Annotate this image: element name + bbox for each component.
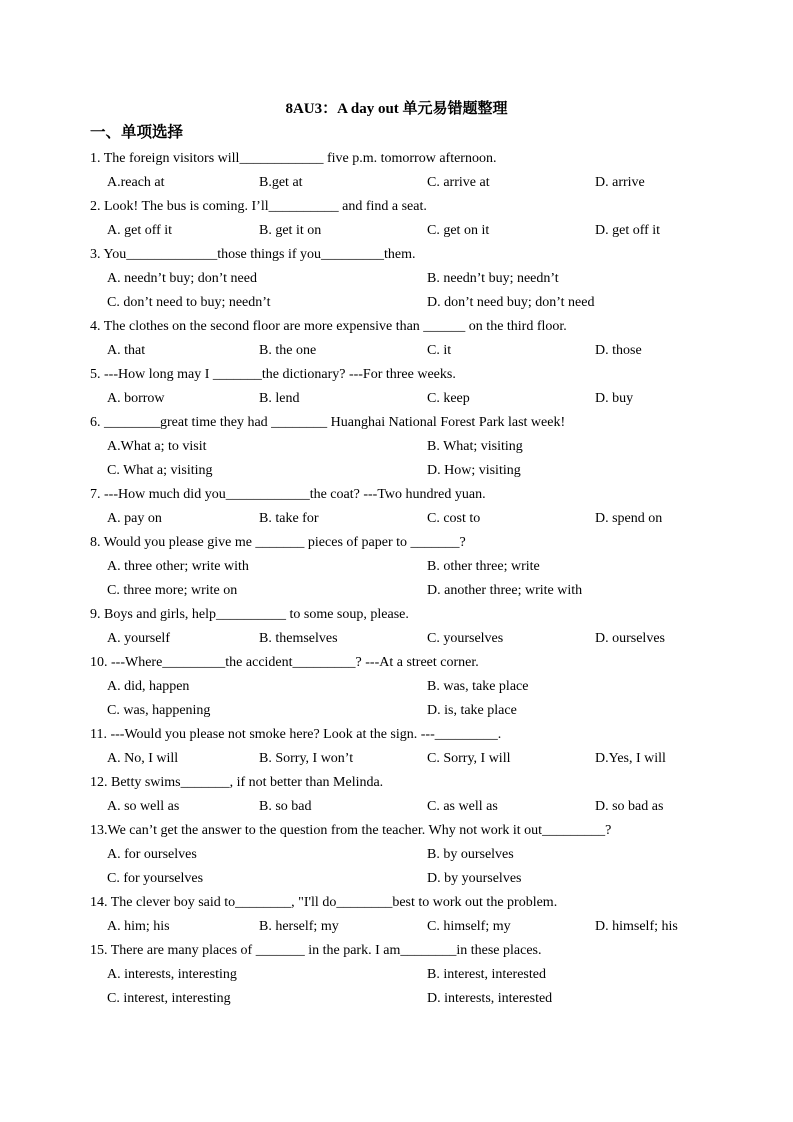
option-c: C. don’t need to buy; needn’t [107,295,271,310]
question-9-stem: 9. Boys and girls, help__________ to some soup, please. [90,607,409,622]
question-12-stem: 12. Betty swims_______, if not better than Melinda. [90,775,384,790]
option-b: B. Sorry, I won’t [259,751,354,766]
option-d: D. don’t need buy; don’t need [427,295,595,310]
question-4-options [0,339,793,363]
option-a: A. yourself [107,631,170,646]
option-a: A.reach at [107,175,165,190]
question-10-stem: 10. ---Where_________the accident_________? ---At a street corner. [90,655,479,670]
option-a: A. borrow [107,391,165,406]
option-b: B.get at [259,175,303,190]
option-c: C. cost to [427,511,481,526]
option-c: C. interest, interesting [107,991,231,1006]
question-10-options-row1 [0,675,793,699]
option-b: B. was, take place [427,679,529,694]
section-heading: 一、单项选择 [90,124,184,141]
option-a: A. three other; write with [107,559,249,574]
option-a: A. so well as [107,799,180,814]
question-15-stem: 15. There are many places of _______ in the park. I am________in these places. [90,943,542,958]
option-c: C. himself; my [427,919,511,934]
option-c: C. for yourselves [107,871,204,886]
question-6-stem: 6. ________great time they had ________ Huanghai National Forest Park last week! [90,415,566,430]
option-d: D. so bad as [595,799,664,814]
question-3-options-row2 [0,291,793,315]
option-d: D. buy [595,391,634,406]
question-3-stem: 3. You_____________those things if you_________them. [90,247,416,262]
option-a: A. get off it [107,223,173,238]
question-11-stem: 11. ---Would you please not smoke here? Look at the sign. ---_________. [90,727,502,742]
question-13-options-row2 [0,867,793,891]
option-a: A. him; his [107,919,170,934]
option-c: C. What a; visiting [107,463,213,478]
option-c: C. Sorry, I will [427,751,511,766]
question-5-options [0,387,793,411]
option-b: B. themselves [259,631,338,646]
question-3-options-row1 [0,267,793,291]
option-d: D. by yourselves [427,871,522,886]
option-b: B. take for [259,511,319,526]
question-2-stem: 2. Look! The bus is coming. I’ll__________ and find a seat. [90,199,427,214]
question-8-options-row1 [0,555,793,579]
option-b: B. the one [259,343,317,358]
question-13-options-row1 [0,843,793,867]
question-1-stem: 1. The foreign visitors will____________ five p.m. tomorrow afternoon. [90,151,497,166]
option-c: C. yourselves [427,631,504,646]
option-c: C. as well as [427,799,498,814]
option-a: A. that [107,343,146,358]
option-d: D.Yes, I will [595,751,666,766]
question-2-options [0,219,793,243]
option-d: D. himself; his [595,919,678,934]
question-5-stem: 5. ---How long may I _______the dictionary? ---For three weeks. [90,367,456,382]
question-13-stem: 13.We can’t get the answer to the question from the teacher. Why not work it out_________? [90,823,612,838]
question-6-options-row1 [0,435,793,459]
option-a: A. interests, interesting [107,967,237,982]
option-d: D. How; visiting [427,463,521,478]
option-c: C. get on it [427,223,490,238]
question-8-stem: 8. Would you please give me _______ pieces of paper to _______? [90,535,466,550]
option-c: C. arrive at [427,175,490,190]
option-d: D. spend on [595,511,663,526]
question-15-options-row1 [0,963,793,987]
option-b: B. herself; my [259,919,339,934]
option-d: D. arrive [595,175,645,190]
option-d: D. is, take place [427,703,517,718]
option-b: B. so bad [259,799,312,814]
question-7-stem: 7. ---How much did you____________the coat? ---Two hundred yuan. [90,487,486,502]
question-9-options [0,627,793,651]
question-14-stem: 14. The clever boy said to________, "I'll do________best to work out the problem. [90,895,558,910]
question-14-options [0,915,793,939]
question-8-options-row2 [0,579,793,603]
option-a: A. pay on [107,511,162,526]
option-a: A. needn’t buy; don’t need [107,271,257,286]
question-list [0,147,793,1011]
option-d: D. interests, interested [427,991,553,1006]
option-d: D. those [595,343,642,358]
option-c: C. it [427,343,452,358]
option-b: B. needn’t buy; needn’t [427,271,559,286]
option-c: C. was, happening [107,703,211,718]
question-12-options [0,795,793,819]
option-a: A. No, I will [107,751,179,766]
option-b: B. lend [259,391,300,406]
question-11-options [0,747,793,771]
question-6-options-row2 [0,459,793,483]
option-d: D. ourselves [595,631,665,646]
question-15-options-row2 [0,987,793,1011]
option-a: A. for ourselves [107,847,197,862]
question-10-options-row2 [0,699,793,723]
document-title: 8AU3：A day out 单元易错题整理 [285,101,508,117]
question-4-stem: 4. The clothes on the second floor are more expensive than ______ on the third floor. [90,319,567,334]
option-b: B. by ourselves [427,847,514,862]
option-a: A.What a; to visit [107,439,207,454]
option-a: A. did, happen [107,679,190,694]
option-b: B. other three; write [427,559,540,574]
option-d: D. another three; write with [427,583,583,598]
question-1-options [0,171,793,195]
option-b: B. get it on [259,223,322,238]
option-b: B. What; visiting [427,439,523,454]
option-c: C. three more; write on [107,583,238,598]
option-c: C. keep [427,391,470,406]
question-7-options [0,507,793,531]
option-b: B. interest, interested [427,967,546,982]
option-d: D. get off it [595,223,661,238]
